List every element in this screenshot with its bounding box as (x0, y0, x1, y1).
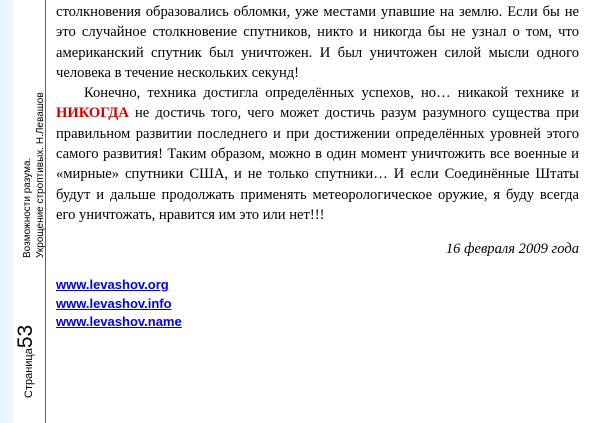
paragraph-2-end: не достичь того, чего может достичь разум разумного существа при правильном развитии последнего и при достижении определённых уровней этого самого развития! Таким образом, можно в один момент уничтожить все военные и «мирные» спутники США, и не только спутники… И если Соединённые Штаты будут и дальше продолжать применять метеорологическое оружие, я буду всегда его уничтожать, нравится им это или нет!!! (56, 105, 579, 223)
page-label: Страница (23, 348, 35, 398)
page-number: 53 (14, 324, 37, 349)
book-subtitle: Укрощение строптивых. Н.Левашов (35, 92, 46, 258)
link-list (56, 276, 182, 332)
emphasis-word: НИКОГДА (56, 105, 129, 122)
sidebar-accent (0, 0, 14, 423)
book-title: Возможности разума. (22, 157, 33, 258)
sidebar (0, 0, 46, 423)
paragraph-2-start: Конечно, техника достигла определённых успехов, но… никакой технике и (84, 85, 579, 102)
page-indicator (14, 325, 38, 398)
link-levashov-org[interactable]: www.levashov.org (56, 277, 169, 292)
document-body (56, 2, 579, 225)
link-levashov-name[interactable]: www.levashov.name (56, 314, 182, 329)
paragraph-2 (56, 83, 579, 225)
link-levashov-info[interactable]: www.levashov.info (56, 295, 172, 311)
paragraph-1: столкновения образовались обломки, уже местами упавшие на землю. Если бы не это случайное столкновение спутников, никто и никогда бы не узнал о том, что американский спутник был уничтожен. И был уничтожен силой мысли одного человека в течение нескольких секунд! (56, 4, 579, 81)
document-date: 16 февраля 2009 года (445, 241, 579, 257)
